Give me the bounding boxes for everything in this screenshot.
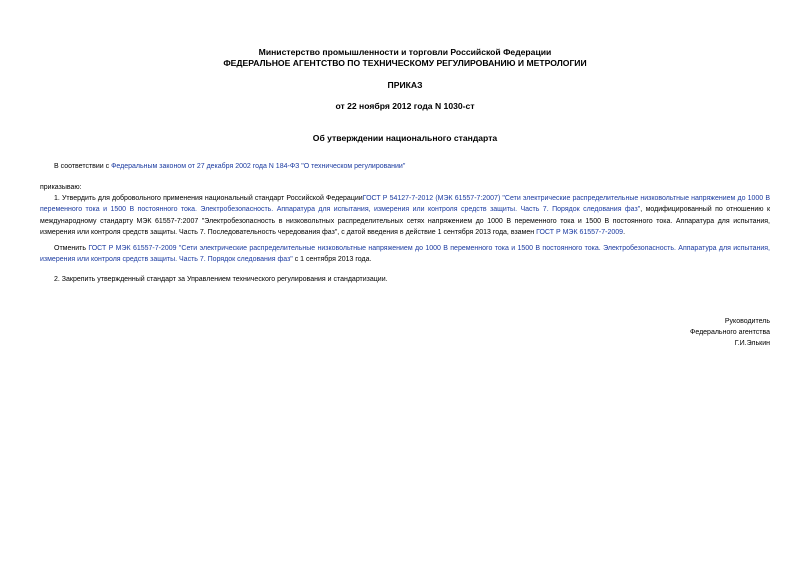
paragraph-2-text: 2. Закрепить утвержденный стандарт за Управлением технического регулирования и стандартизации. xyxy=(54,276,388,283)
signature-title: Руководитель xyxy=(724,318,770,325)
order-word: приказываю: xyxy=(40,184,82,191)
paragraph-cancel xyxy=(40,243,770,266)
paragraph-1-middle: , модифицированный по отношению к международному стандарту МЭК 61557-7:2007 "Электробезопасность в низковольтных распределительных сетях напряжением до 1000 В переменного тока и 1500 В постоянного тока. Аппаратура для испытания, измерения или контроля средств защиты. Часть 7. Последовательность чередования фаз", с датой введения в действие 1 сентября 2013 года, взамен xyxy=(40,206,771,236)
paragraph-1-prefix: 1. Утвердить для добровольного применения национальный стандарт Российской Федерации xyxy=(54,195,363,202)
agency-title: ФЕДЕРАЛЬНОЕ АГЕНТСТВО ПО ТЕХНИЧЕСКОМУ РЕГУЛИРОВАНИЮ И МЕТРОЛОГИИ xyxy=(223,58,587,68)
document-subject: Об утверждении национального стандарта xyxy=(312,133,498,143)
document-date-number: от 22 ноября 2012 года N 1030-ст xyxy=(335,101,475,111)
gost-61557-link[interactable]: ГОСТ Р МЭК 61557-7-2009 xyxy=(536,228,624,236)
paragraph-1 xyxy=(40,193,770,238)
gost-61557-cancel-link[interactable]: ГОСТ Р МЭК 61557-7-2009 "Сети электрические распределительные низковольтные напряжением до 1000 В переменного тока и 1500 В постоянного тока. Электробезопасность. Аппаратура для испытания, измерения или контроля средств защиты. Часть 7. Порядок следования фаз" xyxy=(40,245,770,264)
paragraph-1-end: . xyxy=(623,228,626,236)
paragraph-cancel-end: с 1 сентября 2013 года. xyxy=(292,256,372,264)
federal-law-link[interactable]: Федеральным законом от 27 декабря 2002 года N 184-ФЗ "О техническом регулировании" xyxy=(111,163,406,170)
preamble-prefix: В соответствии с xyxy=(54,163,112,170)
signature-agency: Федерального агентства xyxy=(690,329,770,336)
paragraph-cancel-prefix: Отменить xyxy=(54,245,89,252)
preamble xyxy=(40,161,770,172)
document-page xyxy=(40,0,770,571)
signature-name: Г.И.Элькин xyxy=(734,340,770,347)
paragraph-2 xyxy=(40,274,770,285)
ministry-title: Министерство промышленности и торговли Российской Федерации xyxy=(258,47,552,57)
document-type: ПРИКАЗ xyxy=(387,80,423,90)
gost-54127-link[interactable]: ГОСТ Р 54127-7-2012 (МЭК 61557-7:2007) "Сети электрические распределительные низковольтные напряжением до 1000 В переменного тока и 1500 В постоянного тока. Электробезопасность. Аппаратура для испытания, измерения или контроля средств защиты. Часть 7. Порядок следования фаз" xyxy=(40,195,770,214)
